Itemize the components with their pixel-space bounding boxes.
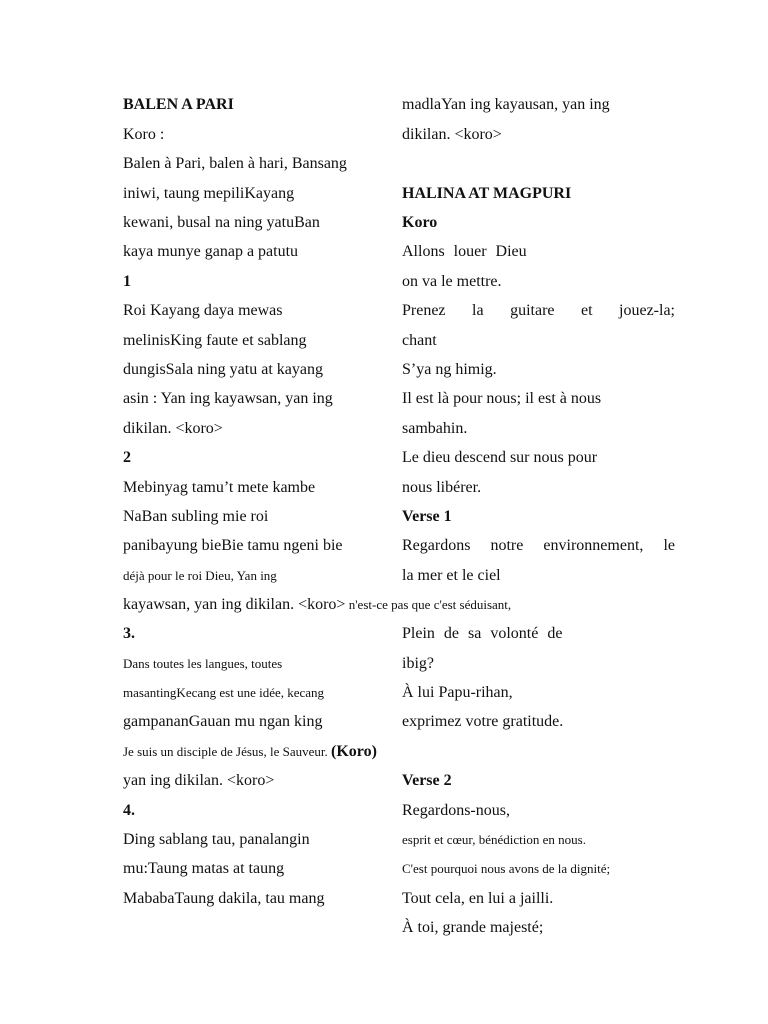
lyric-line-full <box>123 742 377 762</box>
verse-heading: Verse 1 <box>402 508 452 525</box>
verse-number: 2 <box>123 449 131 466</box>
lyric-text-small: Je suis un disciple de Jésus, le Sauveur. <box>123 744 331 759</box>
song-title-balen-a-pari: BALEN A PARI <box>123 96 234 113</box>
verse-number: 1 <box>123 273 131 290</box>
lyric-line: Plein de sa volonté de <box>402 625 563 642</box>
lyric-line: asin : Yan ing kayawsan, yan ing <box>123 390 333 407</box>
lyric-line: kaya munye ganap a patutu <box>123 243 299 260</box>
lyric-line: chant <box>402 332 437 349</box>
lyric-line: Allons louer Dieu <box>402 243 527 260</box>
lyric-line: iniwi, taung mepiliKayang <box>123 185 295 202</box>
lyric-line: nous libérer. <box>402 479 482 496</box>
song-title-halina-at-magpuri: HALINA AT MAGPURI <box>402 185 572 202</box>
lyric-line: ibig? <box>402 655 434 672</box>
chorus-label: Koro : <box>123 126 165 143</box>
chorus-marker: (Koro) <box>330 743 377 760</box>
lyric-line: C'est pourquoi nous avons de la dignité; <box>402 861 611 876</box>
lyric-line: panibayung bieBie tamu ngeni bie <box>123 537 343 554</box>
lyric-line: esprit et cœur, bénédiction en nous. <box>402 832 586 847</box>
lyric-line: NaBan subling mie roi <box>123 508 269 525</box>
lyric-text-small: n'est-ce pas que c'est séduisant, <box>345 597 512 612</box>
lyric-line: déjà pour le roi Dieu, Yan ing <box>123 568 277 583</box>
lyric-line: sambahin. <box>402 420 468 437</box>
lyric-line: Le dieu descend sur nous pour <box>402 449 598 466</box>
verse-heading: Verse 2 <box>402 772 452 789</box>
lyric-line: Il est là pour nous; il est à nous <box>402 390 602 407</box>
lyric-line: on va le mettre. <box>402 273 502 290</box>
lyric-line: masantingKecang est une idée, kecang <box>123 685 325 700</box>
lyric-line: Mebinyag tamu’t mete kambe <box>123 479 316 496</box>
verse-number: 3. <box>123 625 135 642</box>
lyric-line: Tout cela, en lui a jailli. <box>402 890 554 907</box>
lyric-line: Ding sablang tau, panalangin <box>123 831 310 848</box>
lyric-line: kewani, busal na ning yatuBan <box>123 214 320 231</box>
lyric-line: Prenez la guitare et jouez-la; <box>402 302 675 319</box>
lyric-line: madlaYan ing kayausan, yan ing <box>402 96 610 113</box>
lyric-line: À toi, grande majesté; <box>402 919 544 936</box>
lyric-line: gampananGauan mu ngan king <box>123 713 323 730</box>
lyric-line: la mer et le ciel <box>402 567 501 584</box>
lyric-line: Dans toutes les langues, toutes <box>123 656 283 671</box>
lyric-line: À lui Papu-rihan, <box>402 684 513 701</box>
lyric-line: melinisKing faute et sablang <box>123 332 307 349</box>
lyric-line: exprimez votre gratitude. <box>402 713 564 730</box>
lyric-line: yan ing dikilan. <koro> <box>123 772 275 789</box>
lyric-text: kayawsan, yan ing dikilan. <koro> <box>123 596 346 613</box>
lyric-line-full <box>123 595 511 615</box>
lyric-line: Balen à Pari, balen à hari, Bansang <box>123 155 347 172</box>
lyric-line: MababaTaung dakila, tau mang <box>123 890 325 907</box>
chorus-label: Koro <box>402 214 438 231</box>
lyric-line: Regardons notre environnement, le <box>402 537 675 554</box>
lyric-line: Roi Kayang daya mewas <box>123 302 283 319</box>
lyric-line: Regardons-nous, <box>402 802 510 819</box>
lyric-line: S’ya ng himig. <box>402 361 497 378</box>
lyric-line: dikilan. <koro> <box>402 126 502 143</box>
lyric-line: dikilan. <koro> <box>123 420 223 437</box>
lyric-line: dungisSala ning yatu at kayang <box>123 361 323 378</box>
verse-number: 4. <box>123 802 135 819</box>
lyric-line: mu:Taung matas at taung <box>123 860 285 877</box>
